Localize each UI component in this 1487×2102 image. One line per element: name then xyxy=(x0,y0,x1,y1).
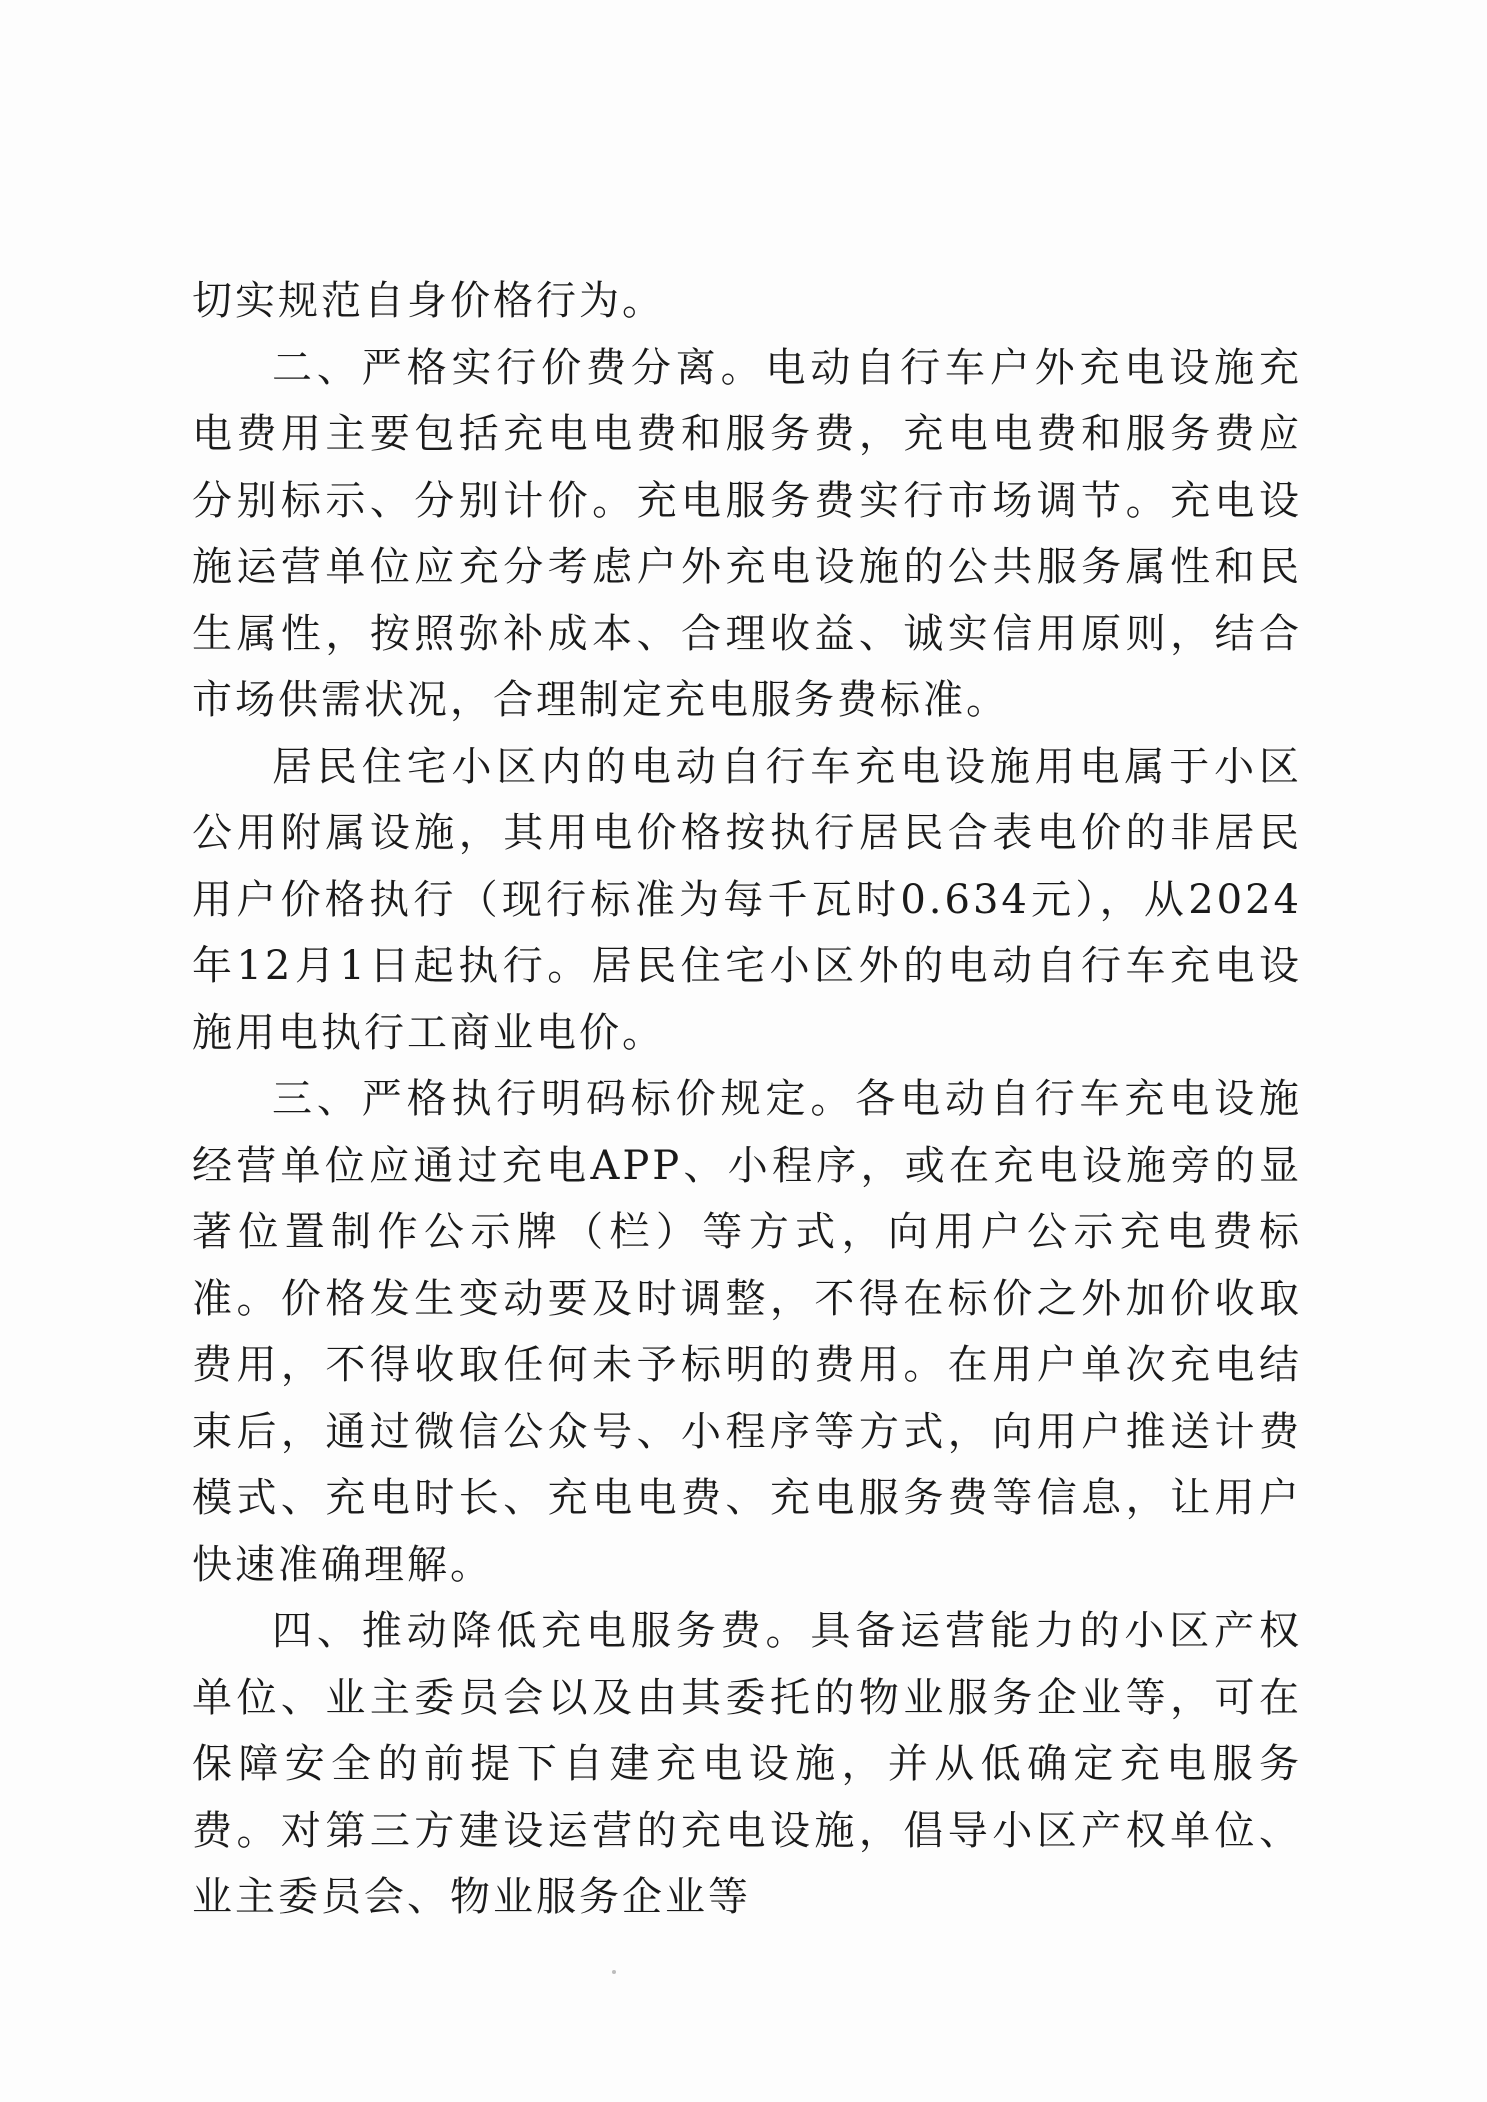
paragraph-price-fee-separation: 二、严格实行价费分离。电动自行车户外充电设施充电费用主要包括充电电费和服务费，充电电费和服务费应分别标示、分别计价。充电服务费实行市场调节。充电设施运营单位应充分考虑户外充电设施的公共服务属性和民生属性，按照弥补成本、合理收益、诚实信用原则，结合市场供需状况，合理制定充电服务费标准。 xyxy=(192,344,1302,723)
paragraph-clear-price-marking: 三、严格执行明码标价规定。各电动自行车充电设施经营单位应通过充电APP、小程序，或在充电设施旁的显著位置制作公示牌（栏）等方式，向用户公示充电费标准。价格发生变动要及时调整，不得在标价之外加价收取费用，不得收取任何未予标明的费用。在用户单次充电结束后，通过微信公众号、小程序等方式，向用户推送计费模式、充电时长、充电电费、充电服务费等信息，让用户快速准确理解。 xyxy=(192,1076,1302,1588)
paragraph-reduce-service-fee: 四、推动降低充电服务费。具备运营能力的小区产权单位、业主委员会以及由其委托的物业服务企业等，可在保障安全的前提下自建充电设施，并从低确定充电服务费。对第三方建设运营的充电设施，倡导小区产权单位、业主委员会、物业服务企业等 xyxy=(192,1608,1302,1920)
paragraph-continuation: 切实规范自身价格行为。 xyxy=(192,278,665,324)
paragraph-residential-electricity-price: 居民住宅小区内的电动自行车充电设施用电属于小区公用附属设施，其用电价格按执行居民合表电价的非居民用户价格执行（现行标准为每千瓦时0.634元），从2024年12月1日起执行。居民住宅小区外的电动自行车充电设施用电执行工商业电价。 xyxy=(192,743,1302,1056)
document-body xyxy=(192,268,1302,1931)
scan-speck xyxy=(612,1970,616,1974)
